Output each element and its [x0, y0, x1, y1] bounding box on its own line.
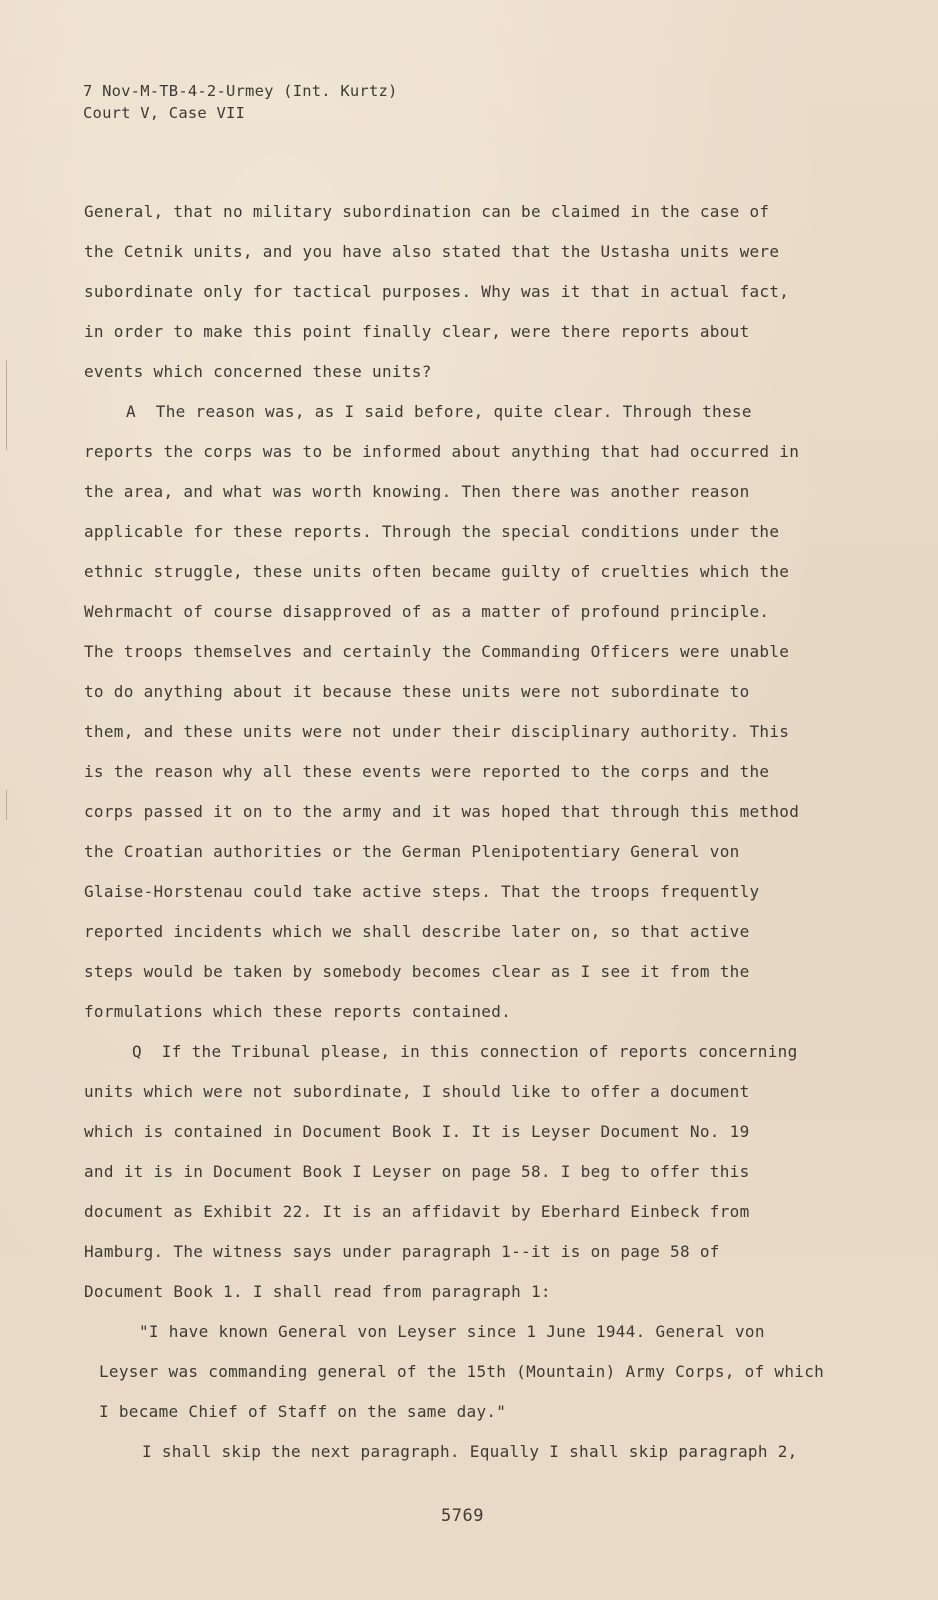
- text-line: A The reason was, as I said before, quite clear. Through these: [126, 402, 752, 421]
- text-line: ethnic struggle, these units often became guilty of cruelties which the: [84, 562, 790, 581]
- text-line: is the reason why all these events were reported to the corps and the: [84, 762, 770, 781]
- document-header: [83, 80, 398, 124]
- text-line: and it is in Document Book I Leyser on page 58. I beg to offer this: [84, 1162, 750, 1181]
- text-line: formulations which these reports contained.: [84, 1002, 512, 1021]
- text-line: "I have known General von Leyser since 1 June 1944. General von: [139, 1322, 765, 1341]
- text-line: Glaise-Horstenau could take active steps. That the troops frequently: [84, 882, 760, 901]
- text-line: units which were not subordinate, I should like to offer a document: [84, 1082, 750, 1101]
- text-line: applicable for these reports. Through the special conditions under the: [84, 522, 780, 541]
- header-court-case: Court V, Case VII: [83, 104, 246, 122]
- text-line: Document Book 1. I shall read from paragraph 1:: [84, 1282, 551, 1301]
- text-line: steps would be taken by somebody becomes clear as I see it from the: [84, 962, 750, 981]
- text-line: reported incidents which we shall describe later on, so that active: [84, 922, 750, 941]
- text-line: Leyser was commanding general of the 15th (Mountain) Army Corps, of which: [99, 1362, 825, 1381]
- page-edge-mark: [6, 790, 7, 820]
- text-line: the Cetnik units, and you have also stated that the Ustasha units were: [84, 242, 780, 261]
- header-reference: 7 Nov-M-TB-4-2-Urmey (Int. Kurtz): [83, 82, 398, 100]
- text-line: General, that no military subordination can be claimed in the case of: [84, 202, 770, 221]
- page-edge-mark: [6, 360, 7, 450]
- text-line: The troops themselves and certainly the Commanding Officers were unable: [84, 642, 790, 661]
- text-line: which is contained in Document Book I. It is Leyser Document No. 19: [84, 1122, 750, 1141]
- text-line: reports the corps was to be informed about anything that had occurred in: [84, 442, 800, 461]
- text-line: to do anything about it because these units were not subordinate to: [84, 682, 750, 701]
- text-line: document as Exhibit 22. It is an affidavit by Eberhard Einbeck from: [84, 1202, 750, 1221]
- text-line: in order to make this point finally clear, were there reports about: [84, 322, 750, 341]
- text-line: Hamburg. The witness says under paragraph 1--it is on page 58 of: [84, 1242, 720, 1261]
- text-line: I became Chief of Staff on the same day.": [99, 1402, 507, 1421]
- text-line: Wehrmacht of course disapproved of as a matter of profound principle.: [84, 602, 770, 621]
- text-line: Q If the Tribunal please, in this connection of reports concerning: [132, 1042, 798, 1061]
- text-line: the Croatian authorities or the German Plenipotentiary General von: [84, 842, 740, 861]
- text-line: the area, and what was worth knowing. Then there was another reason: [84, 482, 750, 501]
- text-line: subordinate only for tactical purposes. Why was it that in actual fact,: [84, 282, 790, 301]
- text-line: events which concerned these units?: [84, 362, 432, 381]
- page-number: 5769: [441, 1506, 484, 1526]
- text-line: I shall skip the next paragraph. Equally I shall skip paragraph 2,: [142, 1442, 798, 1461]
- text-line: them, and these units were not under their disciplinary authority. This: [84, 722, 790, 741]
- text-line: corps passed it on to the army and it was hoped that through this method: [84, 802, 800, 821]
